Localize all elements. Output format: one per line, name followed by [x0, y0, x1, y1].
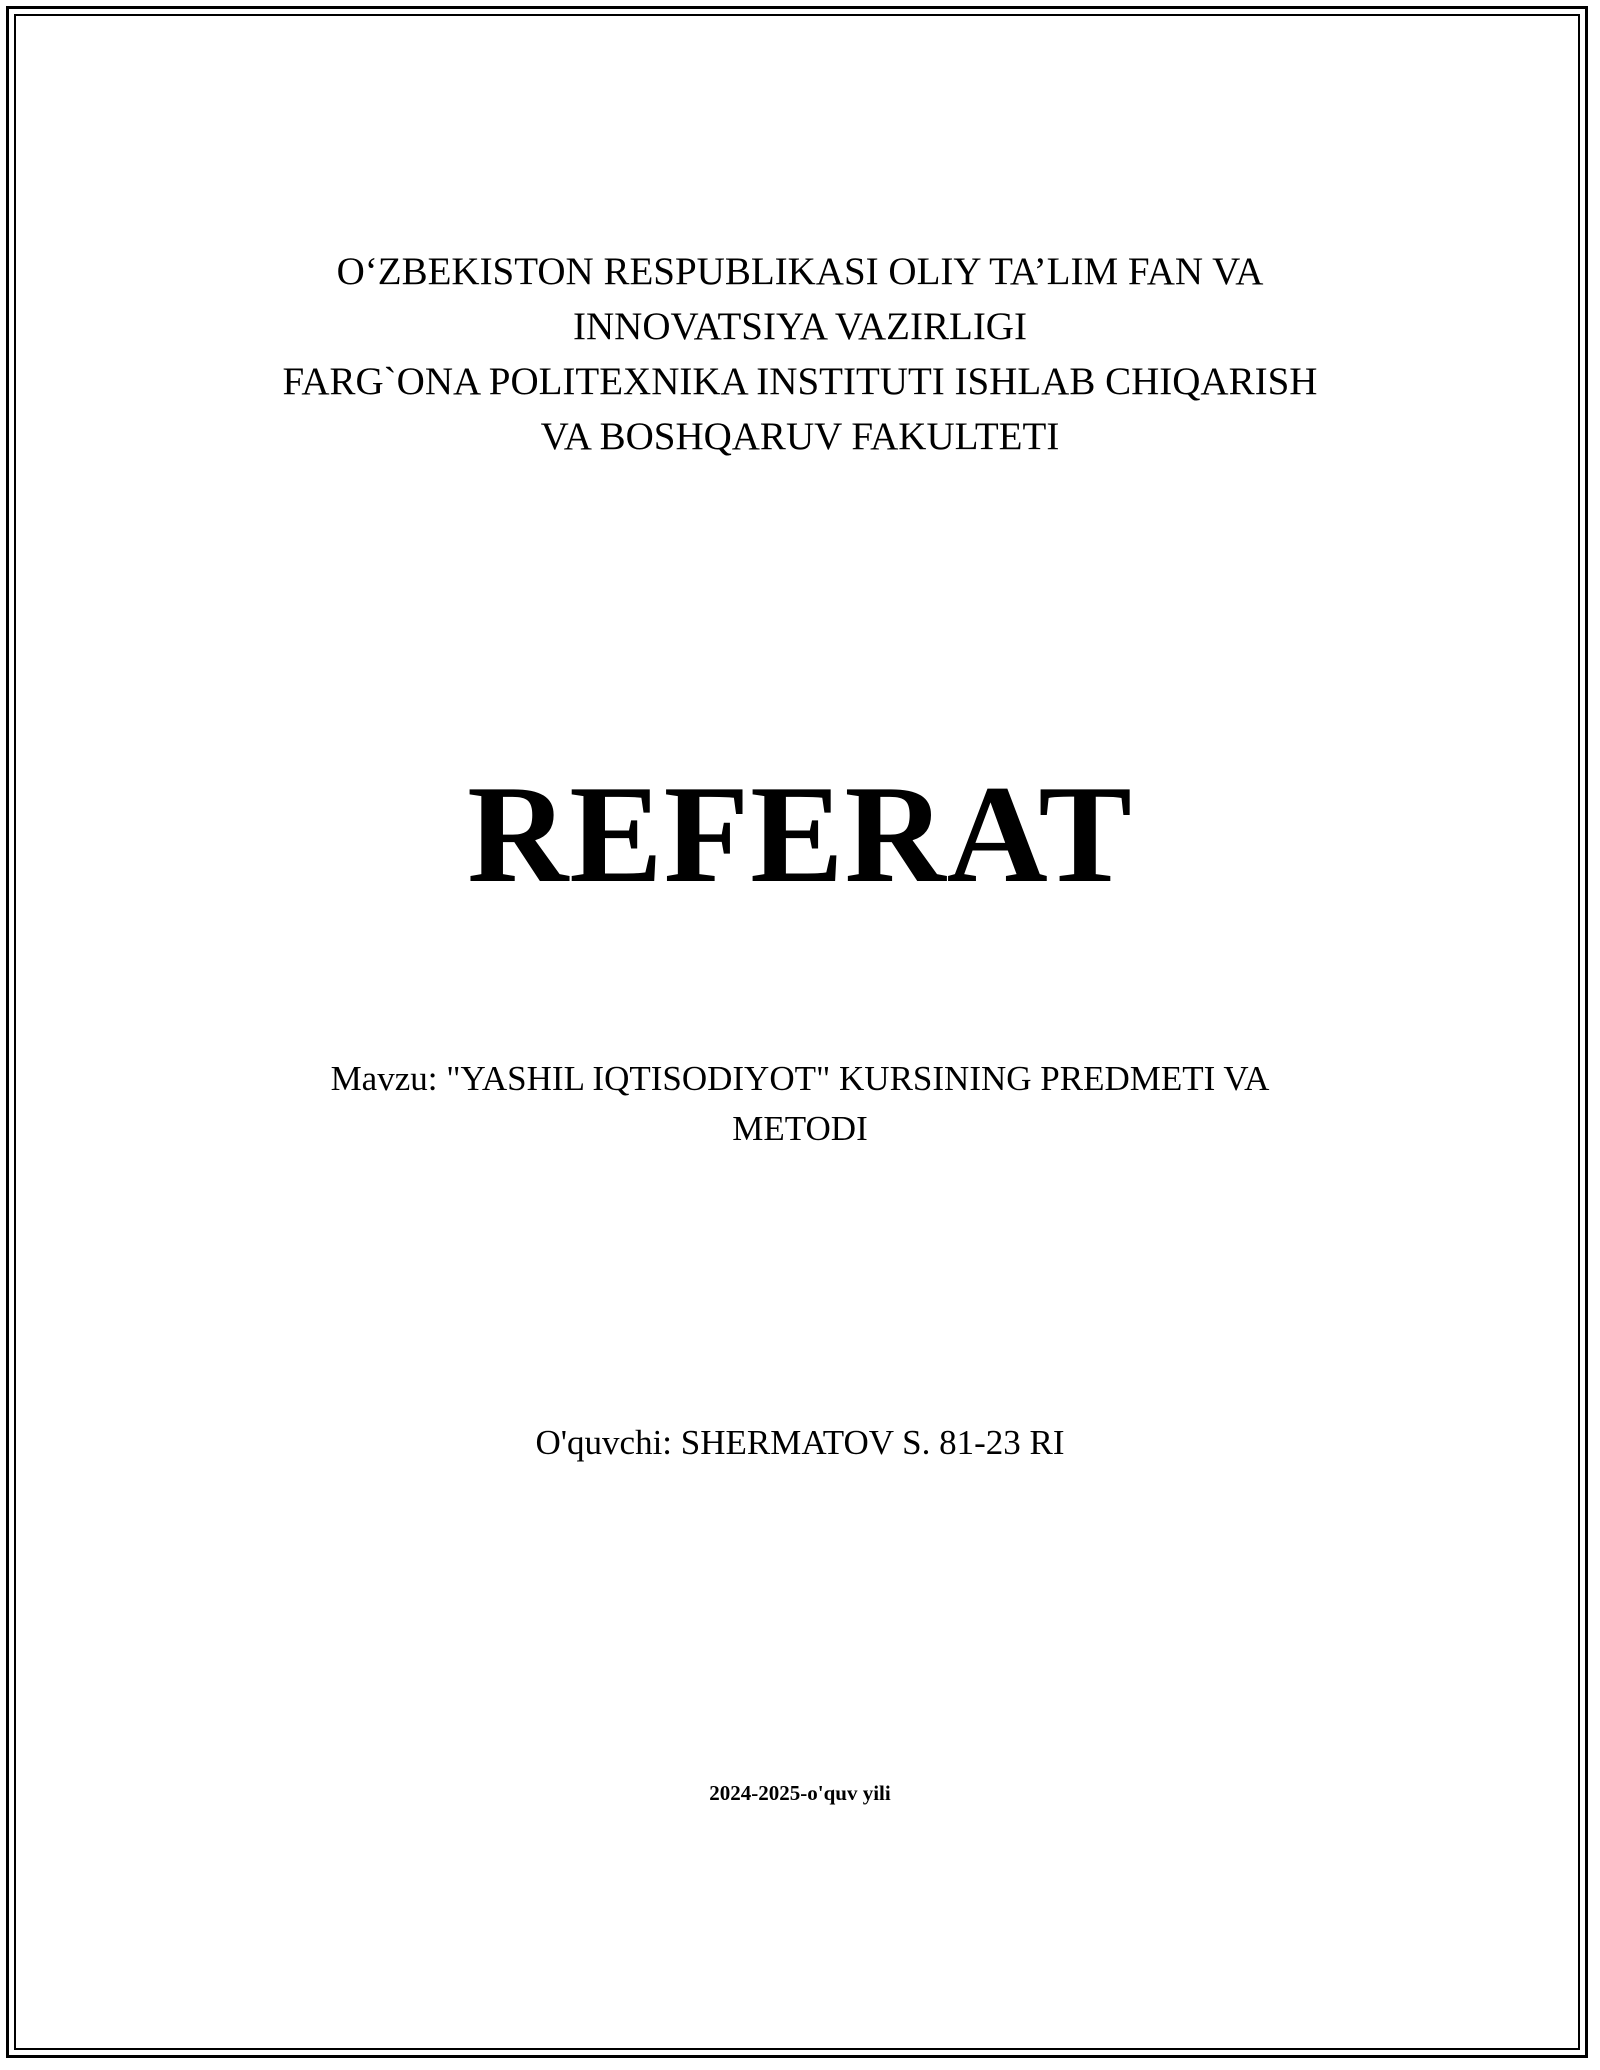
header-line-1: O‘ZBEKISTON RESPUBLIKASI OLIY TA’LIM FAN VA: [336, 250, 1264, 293]
header-line-4: VA BOSHQARUV FAKULTETI: [540, 415, 1060, 458]
header-line-2: INNOVATSIYA VAZIRLIGI: [573, 305, 1027, 348]
topic: [0, 1054, 1600, 1154]
document-title: REFERAT: [467, 757, 1133, 912]
header-line-3: FARG`ONA POLITEXNIKA INSTITUTI ISHLAB CHIQARISH: [282, 360, 1318, 403]
academic-year: 2024-2025-o'quv yili: [709, 1781, 891, 1805]
topic-line-1: Mavzu: "YASHIL IQTISODIYOT" KURSINING PREDMETI VA: [330, 1059, 1270, 1098]
topic-line-2: METODI: [732, 1109, 868, 1148]
student-info: O'quvchi: SHERMATOV S. 81-23 RI: [535, 1423, 1065, 1462]
institution-header: [0, 244, 1600, 464]
